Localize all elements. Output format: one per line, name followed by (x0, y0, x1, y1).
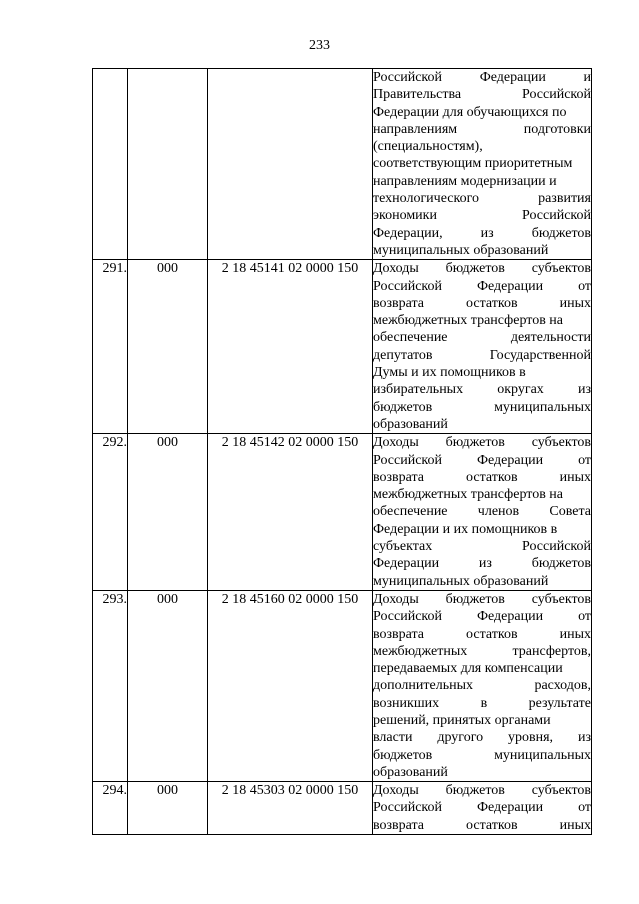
description-word: расходов, (534, 678, 591, 694)
description-line (373, 278, 591, 295)
description-line (373, 173, 591, 190)
description-word: иных (559, 817, 591, 833)
description-word: развития (538, 191, 591, 207)
description-word: Российской (373, 452, 442, 468)
description-word: власти (373, 730, 413, 746)
description-cell (373, 434, 592, 591)
description-line (373, 764, 591, 781)
description-word: возврата (373, 626, 425, 642)
description-line (373, 155, 591, 172)
description-word: бюджетов (531, 225, 591, 241)
description-word: Думы и их помощников в (373, 365, 526, 381)
description-line (373, 381, 591, 398)
description-line (373, 503, 591, 520)
description-word: из (577, 730, 591, 746)
description-word: Российской (373, 70, 442, 85)
table-body (93, 69, 592, 835)
description-word: бюджетов (373, 747, 433, 763)
description-word: Российской (522, 87, 591, 103)
row-number-cell: 294. (93, 782, 128, 835)
description-word: Доходы (373, 591, 419, 607)
description-word: из (577, 382, 591, 398)
description-word: округах (497, 382, 544, 398)
description-word: возврата (373, 817, 425, 833)
description-line (373, 138, 591, 155)
description-line (373, 347, 591, 364)
description-word: остатков (466, 817, 518, 833)
row-number-cell: 291. (93, 260, 128, 434)
description-line (373, 799, 591, 816)
description-word: бюджетов (445, 783, 505, 799)
description-word: из (478, 556, 492, 572)
description-word: передаваемых для компенсации (373, 661, 563, 677)
description-word: Федерации (373, 556, 440, 572)
description-word: возврата (373, 469, 425, 485)
description-line (373, 329, 591, 346)
description-line (373, 295, 591, 312)
description-word: субъектов (531, 435, 591, 451)
description-word: остатков (466, 626, 518, 642)
budget-codes-table (92, 68, 592, 835)
description-word: направлениям модернизации и (373, 173, 557, 189)
description-word: Доходы (373, 435, 419, 451)
description-line (373, 260, 591, 277)
row-number-cell: 292. (93, 434, 128, 591)
description-cell (373, 260, 592, 434)
description-line (373, 469, 591, 486)
description-word: бюджетов (445, 261, 505, 277)
description-word: от (578, 452, 591, 468)
description-word: Российской (522, 208, 591, 224)
description-line (373, 782, 591, 799)
description-word: муниципальных образований (373, 573, 549, 589)
description-line (373, 416, 591, 433)
description-word: Доходы (373, 783, 419, 799)
description-line (373, 312, 591, 329)
description-word: иных (559, 469, 591, 485)
description-word: из (480, 225, 494, 241)
description-line (373, 608, 591, 625)
admin-code-cell: 000 (128, 434, 208, 591)
description-word: остатков (466, 469, 518, 485)
row-number-cell (93, 69, 128, 260)
description-line (373, 555, 591, 572)
description-word: образований (373, 764, 448, 780)
description-word: от (578, 278, 591, 294)
description-word: технологического (373, 191, 479, 207)
description-line (373, 591, 591, 608)
description-word: избирательных (373, 382, 464, 398)
budget-code-cell: 2 18 45141 02 0000 150 (208, 260, 373, 434)
table-row (93, 434, 592, 591)
description-word: бюджетов (373, 399, 433, 415)
description-word: Федерации (476, 609, 544, 625)
budget-code-cell: 2 18 45303 02 0000 150 (208, 782, 373, 835)
description-word: обеспечение (373, 330, 448, 346)
description-line (373, 86, 591, 103)
description-line (373, 538, 591, 555)
description-word: муниципальных (494, 747, 591, 763)
description-word: образований (373, 416, 448, 432)
description-line (373, 121, 591, 138)
description-word: субъектов (531, 591, 591, 607)
description-word: межбюджетных (373, 643, 468, 659)
description-line (373, 399, 591, 416)
description-line (373, 434, 591, 451)
description-word: Доходы (373, 261, 419, 277)
description-word: возникших (373, 695, 440, 711)
description-word: подготовки (523, 121, 591, 137)
description-line (373, 190, 591, 207)
description-word: иных (559, 295, 591, 311)
description-word: Федерации (479, 70, 546, 85)
description-line (373, 486, 591, 503)
description-word: муниципальных (494, 399, 591, 415)
description-line (373, 677, 591, 694)
description-line (373, 660, 591, 677)
description-word: деятельности (510, 330, 591, 346)
description-line (373, 712, 591, 729)
admin-code-cell: 000 (128, 260, 208, 434)
description-word: от (578, 609, 591, 625)
description-word: иных (559, 626, 591, 642)
description-word: другого (437, 730, 484, 746)
admin-code-cell: 000 (128, 590, 208, 781)
description-word: и (583, 70, 591, 85)
description-line (373, 521, 591, 538)
description-line (373, 452, 591, 469)
description-word: экономики (373, 208, 437, 224)
description-word: Правительства (373, 87, 462, 103)
budget-code-cell (208, 69, 373, 260)
description-word: (специальностям), (373, 139, 483, 155)
description-line (373, 747, 591, 764)
admin-code-cell (128, 69, 208, 260)
description-word: Федерации для обучающихся по (373, 104, 567, 120)
description-word: депутатов (373, 347, 433, 363)
description-word: бюджетов (445, 435, 505, 451)
budget-code-cell: 2 18 45142 02 0000 150 (208, 434, 373, 591)
description-word: возврата (373, 295, 425, 311)
description-word: в (480, 695, 488, 711)
description-word: субъектов (531, 783, 591, 799)
description-line (373, 626, 591, 643)
description-cell (373, 590, 592, 781)
description-word: уровня, (508, 730, 554, 746)
description-line (373, 817, 591, 834)
description-word: обеспечение (373, 504, 448, 520)
description-word: от (578, 800, 591, 816)
description-word: Федерации и их помощников в (373, 521, 558, 537)
description-line (373, 207, 591, 224)
description-word: Российской (522, 539, 591, 555)
table-row (93, 782, 592, 835)
description-word: решений, принятых органами (373, 712, 551, 728)
description-word: бюджетов (531, 556, 591, 572)
description-word: бюджетов (445, 591, 505, 607)
description-word: трансфертов, (512, 643, 591, 659)
description-line (373, 104, 591, 121)
admin-code-cell: 000 (128, 782, 208, 835)
description-line (373, 69, 591, 86)
table-row (93, 590, 592, 781)
budget-code-cell: 2 18 45160 02 0000 150 (208, 590, 373, 781)
description-word: результате (528, 695, 591, 711)
description-word: Государственной (489, 347, 591, 363)
description-word: межбюджетных трансфертов на (373, 487, 564, 503)
description-line (373, 695, 591, 712)
description-word: остатков (466, 295, 518, 311)
description-line (373, 729, 591, 746)
description-word: Федерации (476, 800, 544, 816)
description-word: Российской (373, 609, 442, 625)
description-line (373, 364, 591, 381)
description-word: Российской (373, 800, 442, 816)
description-word: дополнительных (373, 678, 474, 694)
description-word: субъектах (373, 539, 433, 555)
description-word: межбюджетных трансфертов на (373, 313, 564, 329)
description-word: соответствующим приоритетным (373, 156, 573, 172)
description-word: муниципальных образований (373, 242, 549, 258)
description-word: субъектов (531, 261, 591, 277)
table-row (93, 69, 592, 260)
description-word: Федерации (476, 278, 544, 294)
description-line (373, 242, 591, 259)
description-word: Российской (373, 278, 442, 294)
description-word: членов (477, 504, 520, 520)
description-line (373, 573, 591, 590)
description-cell (373, 782, 592, 835)
description-line (373, 643, 591, 660)
description-word: Федерации (476, 452, 544, 468)
description-word: Федерации, (373, 225, 443, 241)
description-cell (373, 69, 592, 260)
row-number-cell: 293. (93, 590, 128, 781)
page-number: 233 (309, 38, 330, 53)
description-line (373, 225, 591, 242)
table-row (93, 260, 592, 434)
description-word: направлениям (373, 121, 458, 137)
description-word: Совета (549, 504, 591, 520)
